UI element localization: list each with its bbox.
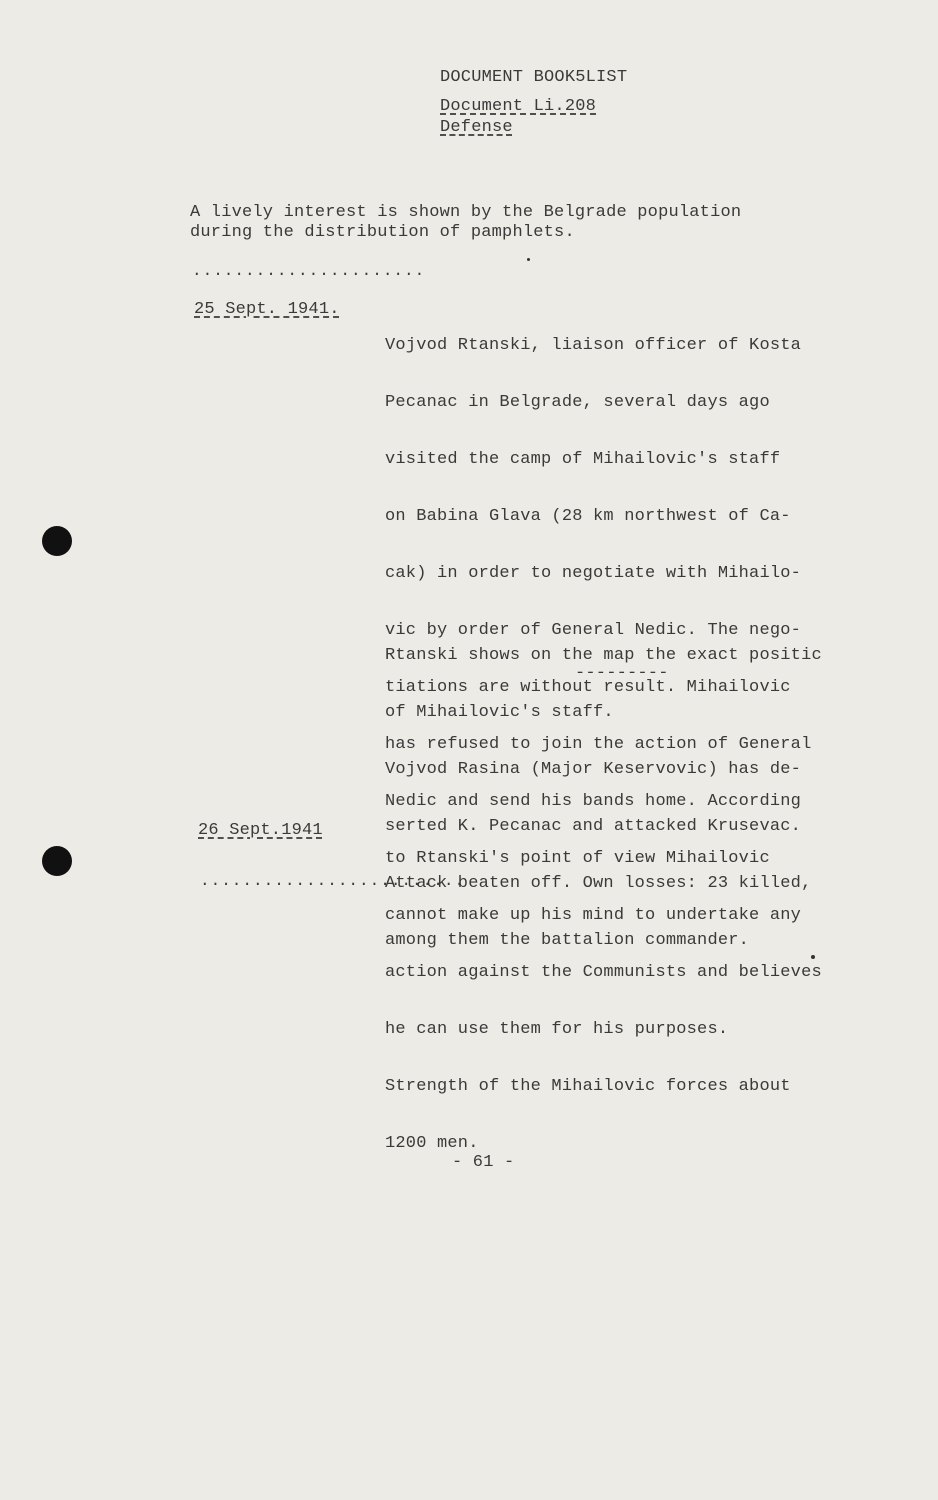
text-line: vic by order of General Nedic. The nego- <box>385 621 802 640</box>
dash-separator: --------- <box>575 664 669 683</box>
text-line: Strength of the Mihailovic forces about <box>385 1077 791 1096</box>
text-line: action against the Communists and believes <box>385 963 822 982</box>
text-line: tiations are without result. Mihailovic <box>385 678 791 697</box>
text-line: 1200 men. <box>385 1134 479 1153</box>
text-line: Vojvod Rasina (Major Keservovic) has de- <box>385 760 802 779</box>
page-number: - 61 - <box>452 1153 515 1172</box>
text-line: he can use them for his purposes. <box>385 1020 729 1039</box>
dotted-separator: ...................... <box>192 262 426 280</box>
text-line: Vojvod Rtanski, liaison officer of Kosta <box>385 336 802 355</box>
dotted-separator: ......................... <box>200 872 466 890</box>
ink-speck <box>527 258 530 261</box>
text-line: cak) in order to negotiate with Mihailo- <box>385 564 802 583</box>
document-party: Defense <box>440 118 513 137</box>
document-number: Document Li.208 <box>440 97 597 116</box>
intro-line-2: during the distribution of pamphlets. <box>190 223 575 242</box>
text-line: has refused to join the action of General <box>385 735 812 754</box>
punch-hole <box>42 526 72 556</box>
text-line: of Mihailovic's staff. <box>385 703 614 722</box>
text-line: Pecanac in Belgrade, several days ago <box>385 393 770 412</box>
punch-hole <box>42 846 72 876</box>
entry-date: 25 Sept. 1941. <box>194 300 340 319</box>
text-line: cannot make up his mind to undertake any <box>385 906 802 925</box>
text-line: Rtanski shows on the map the exact positic <box>385 646 822 665</box>
document-title: DOCUMENT BOOK5LIST <box>440 68 628 87</box>
entry-paragraph <box>385 722 811 988</box>
ink-speck <box>811 955 815 959</box>
text-line: among them the battalion commander. <box>385 931 750 950</box>
text-line: serted K. Pecanac and attacked Krusevac. <box>385 817 802 836</box>
text-line: Attack beaten off. Own losses: 23 killed, <box>385 874 812 893</box>
text-line: on Babina Glava (28 km northwest of Ca- <box>385 507 791 526</box>
intro-line-1: A lively interest is shown by the Belgrade population <box>190 203 742 222</box>
text-line: Nedic and send his bands home. According <box>385 792 802 811</box>
text-line: to Rtanski's point of view Mihailovic <box>385 849 770 868</box>
text-line: visited the camp of Mihailovic's staff <box>385 450 781 469</box>
entry-date: 26 Sept.1941 <box>198 821 323 840</box>
